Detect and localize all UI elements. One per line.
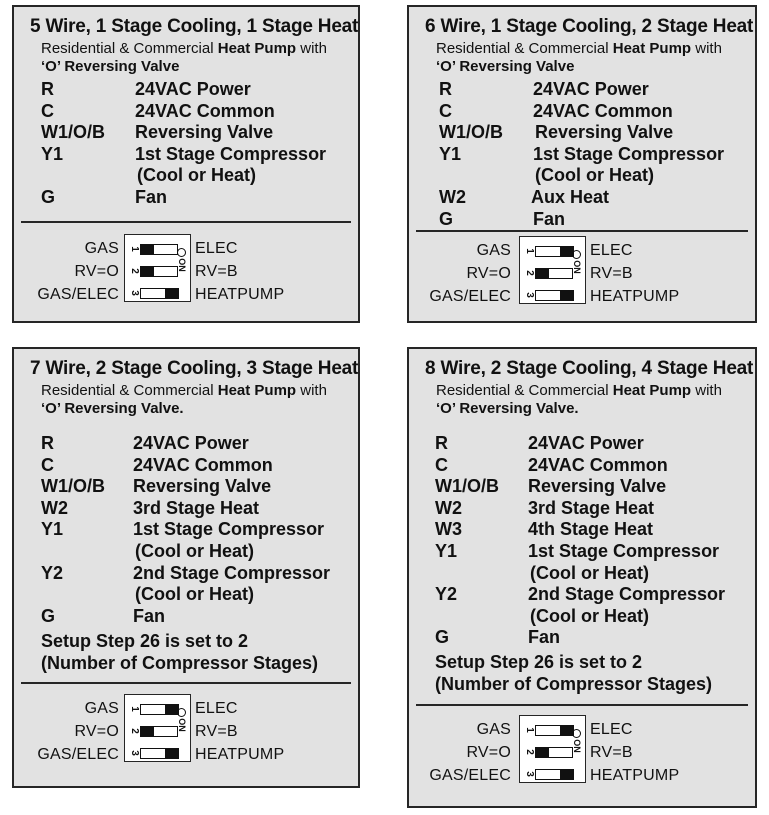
dip-left-label: GAS	[476, 242, 511, 259]
on-label: ON	[571, 260, 582, 274]
dip-number: 3	[524, 292, 535, 298]
wire-description: (Cool or Heat)	[535, 165, 654, 186]
wiring-panel-8-wire	[407, 347, 757, 808]
panel-title: 8 Wire, 2 Stage Cooling, 4 Stage Heat	[425, 358, 754, 379]
panel-subtitle: Residential & Commercial Heat Pump with	[41, 40, 327, 57]
wiring-panel-7-wire	[12, 347, 360, 788]
dip-switch-2[interactable]	[140, 266, 178, 277]
dip-number: 3	[129, 750, 140, 756]
wire-row	[435, 476, 750, 498]
wire-row	[41, 122, 351, 144]
wire-description: (Cool or Heat)	[530, 605, 649, 626]
dip-left-label: GAS/ELEC	[429, 767, 511, 784]
wire-row	[435, 519, 750, 541]
dip-right-label: RV=B	[590, 744, 633, 761]
dip-left-label: RV=O	[466, 265, 511, 282]
dip-left-label: GAS/ELEC	[429, 288, 511, 305]
dip-switch-2[interactable]	[140, 726, 178, 737]
wire-row	[435, 563, 750, 585]
wire-description: (Cool or Heat)	[135, 584, 254, 605]
setup-note: Setup Step 26 is set to 2	[41, 631, 249, 651]
wire-list	[41, 433, 351, 627]
wire-description: (Cool or Heat)	[135, 540, 254, 561]
dip-switch-block	[519, 715, 586, 783]
switch-knob	[140, 244, 154, 255]
wire-terminal: W2	[439, 186, 466, 207]
wire-terminal: W1/O/B	[41, 476, 106, 497]
dip-switch-3[interactable]	[140, 288, 178, 299]
dip-number: 2	[129, 268, 140, 274]
dip-left-label: GAS	[476, 721, 511, 738]
wire-terminal: W1/O/B	[435, 476, 500, 497]
wire-list	[41, 79, 351, 209]
switch-knob	[535, 747, 549, 758]
wire-description: 1st Stage Compressor	[133, 519, 325, 540]
dip-left-label: GAS/ELEC	[37, 746, 119, 763]
dip-right-label: RV=B	[195, 723, 238, 740]
panel-subtitle: Residential & Commercial Heat Pump with	[41, 382, 327, 399]
switch-knob	[140, 266, 154, 277]
switch-knob	[535, 268, 549, 279]
wire-row	[41, 165, 351, 187]
wire-terminal: Y1	[439, 143, 462, 164]
dip-right-label: HEATPUMP	[590, 288, 680, 305]
wiring-panel-6-wire	[407, 5, 757, 323]
wire-row	[41, 541, 351, 563]
wire-description: 24VAC Power	[133, 433, 249, 453]
setup-note-line2: (Number of Compressor Stages)	[41, 653, 319, 673]
dip-number: 1	[129, 706, 140, 712]
dip-right-label: RV=B	[590, 265, 633, 282]
wire-row	[41, 455, 351, 477]
dip-switch-1[interactable]	[535, 725, 573, 736]
panel-subtitle-line2: ‘O’ Reversing Valve	[436, 58, 575, 75]
wire-row	[41, 584, 351, 606]
setup-note-line2: (Number of Compressor Stages)	[435, 674, 713, 694]
dip-number: 1	[524, 727, 535, 733]
dip-right-label: HEATPUMP	[195, 286, 285, 303]
wire-description: (Cool or Heat)	[530, 562, 649, 583]
wire-description: Fan	[135, 186, 168, 207]
wire-row	[439, 209, 749, 231]
wire-description: 24VAC Common	[528, 454, 668, 475]
wire-description: Reversing Valve	[135, 122, 274, 143]
wire-row	[41, 476, 351, 498]
divider	[416, 230, 748, 232]
wire-terminal: W2	[41, 497, 68, 518]
wire-description: 4th Stage Heat	[528, 519, 654, 540]
wire-terminal: W1/O/B	[41, 122, 106, 143]
wire-description: 24VAC Power	[533, 79, 649, 99]
wire-description: Reversing Valve	[535, 122, 674, 143]
divider	[21, 682, 351, 684]
dip-switch-2[interactable]	[535, 747, 573, 758]
wiring-panel-5-wire	[12, 5, 360, 323]
wire-row	[439, 79, 749, 101]
switch-knob	[560, 290, 574, 301]
wire-description: 1st Stage Compressor	[533, 143, 725, 164]
dip-left-label: GAS/ELEC	[37, 286, 119, 303]
dip-switch-2[interactable]	[535, 268, 573, 279]
wire-row	[439, 187, 749, 209]
wire-description: Reversing Valve	[133, 476, 272, 497]
wire-terminal: R	[439, 79, 452, 99]
dip-left-label: RV=O	[74, 263, 119, 280]
wire-list	[439, 79, 749, 230]
wire-terminal: Y1	[435, 540, 458, 561]
panel-title: 7 Wire, 2 Stage Cooling, 3 Stage Heat	[30, 358, 359, 379]
dip-left-label: RV=O	[466, 744, 511, 761]
divider	[21, 221, 351, 223]
on-indicator-icon	[572, 729, 581, 738]
wire-terminal: G	[435, 627, 450, 648]
wire-terminal: R	[435, 433, 448, 453]
wire-row	[435, 455, 750, 477]
wire-terminal: C	[439, 100, 452, 121]
dip-left-label: GAS	[84, 240, 119, 257]
dip-right-label: ELEC	[590, 721, 633, 738]
wire-row	[439, 144, 749, 166]
dip-left-label: RV=O	[74, 723, 119, 740]
panel-subtitle-line2: ‘O’ Reversing Valve	[41, 58, 180, 75]
wire-description: Fan	[533, 208, 566, 229]
dip-number: 3	[524, 771, 535, 777]
dip-right-label: HEATPUMP	[195, 746, 285, 763]
on-indicator-icon	[177, 248, 186, 257]
wire-description: (Cool or Heat)	[137, 165, 256, 186]
wire-row	[435, 606, 750, 628]
on-indicator-icon	[177, 708, 186, 717]
wire-description: 24VAC Common	[533, 100, 673, 121]
wire-terminal: Y2	[41, 562, 64, 583]
wire-description: 24VAC Power	[135, 79, 251, 99]
dip-right-label: ELEC	[195, 700, 238, 717]
switch-knob	[560, 769, 574, 780]
panel-subtitle-line2: ‘O’ Reversing Valve.	[41, 400, 184, 417]
wire-row	[439, 165, 749, 187]
wire-description: Fan	[133, 605, 166, 626]
wire-row	[435, 541, 750, 563]
dip-number: 1	[129, 246, 140, 252]
on-label: ON	[176, 718, 187, 732]
wire-description: 3rd Stage Heat	[133, 497, 260, 518]
wire-row	[41, 498, 351, 520]
dip-switch-block	[519, 236, 586, 304]
wire-description: 3rd Stage Heat	[528, 497, 655, 518]
wire-terminal: R	[41, 79, 54, 99]
wire-row	[435, 433, 750, 455]
dip-number: 2	[129, 728, 140, 734]
wire-terminal: W1/O/B	[439, 122, 504, 143]
wire-row	[439, 101, 749, 123]
wire-description: 1st Stage Compressor	[135, 143, 327, 164]
divider	[416, 704, 748, 706]
wire-row	[41, 187, 351, 209]
wire-terminal: C	[41, 454, 54, 475]
dip-right-label: ELEC	[195, 240, 238, 257]
dip-right-label: HEATPUMP	[590, 767, 680, 784]
wire-row	[41, 144, 351, 166]
dip-switch-3[interactable]	[140, 748, 178, 759]
wire-terminal: Y1	[41, 143, 64, 164]
dip-switch-1[interactable]	[535, 246, 573, 257]
panel-subtitle: Residential & Commercial Heat Pump with	[436, 382, 722, 399]
dip-number: 2	[524, 749, 535, 755]
wire-terminal: C	[435, 454, 448, 475]
on-label: ON	[571, 739, 582, 753]
panel-subtitle: Residential & Commercial Heat Pump with	[436, 40, 722, 57]
dip-switch-1[interactable]	[140, 244, 178, 255]
wire-row	[41, 101, 351, 123]
wire-row	[435, 584, 750, 606]
on-indicator-icon	[572, 250, 581, 259]
wire-description: 2nd Stage Compressor	[133, 562, 331, 583]
setup-note: Setup Step 26 is set to 2	[435, 652, 643, 672]
dip-switch-block	[124, 694, 191, 762]
dip-right-label: RV=B	[195, 263, 238, 280]
wire-row	[41, 606, 351, 628]
wire-terminal: W2	[435, 497, 462, 518]
dip-number: 1	[524, 248, 535, 254]
dip-left-label: GAS	[84, 700, 119, 717]
dip-right-label: ELEC	[590, 242, 633, 259]
wire-row	[435, 498, 750, 520]
wire-terminal: Y1	[41, 519, 64, 540]
wire-description: 24VAC Common	[135, 100, 275, 121]
wire-terminal: G	[41, 186, 56, 207]
wire-row	[435, 627, 750, 649]
wire-row	[41, 563, 351, 585]
wire-description: Aux Heat	[531, 186, 610, 207]
wire-description: 2nd Stage Compressor	[528, 584, 726, 605]
dip-number: 2	[524, 270, 535, 276]
wire-terminal: Y2	[435, 584, 458, 605]
wire-description: 24VAC Power	[528, 433, 644, 453]
dip-switch-3[interactable]	[535, 769, 573, 780]
switch-knob	[165, 748, 179, 759]
wire-list	[435, 433, 750, 649]
wire-description: 1st Stage Compressor	[528, 540, 720, 561]
panel-title: 6 Wire, 1 Stage Cooling, 2 Stage Heat	[425, 16, 754, 37]
wire-terminal: C	[41, 100, 54, 121]
panel-title: 5 Wire, 1 Stage Cooling, 1 Stage Heat	[30, 16, 359, 37]
wire-description: Fan	[528, 627, 561, 648]
wire-row	[439, 122, 749, 144]
wire-description: 24VAC Common	[133, 454, 273, 475]
wire-terminal: G	[439, 208, 454, 229]
switch-knob	[165, 288, 179, 299]
dip-switch-block	[124, 234, 191, 302]
wire-description: Reversing Valve	[528, 476, 667, 497]
dip-switch-3[interactable]	[535, 290, 573, 301]
wire-terminal: G	[41, 605, 56, 626]
wire-row	[41, 79, 351, 101]
panel-subtitle-line2: ‘O’ Reversing Valve.	[436, 400, 579, 417]
switch-knob	[140, 726, 154, 737]
wire-terminal: W3	[435, 519, 462, 540]
wire-row	[41, 433, 351, 455]
dip-number: 3	[129, 290, 140, 296]
wire-row	[41, 519, 351, 541]
on-label: ON	[176, 258, 187, 272]
dip-switch-1[interactable]	[140, 704, 178, 715]
wire-terminal: R	[41, 433, 54, 453]
